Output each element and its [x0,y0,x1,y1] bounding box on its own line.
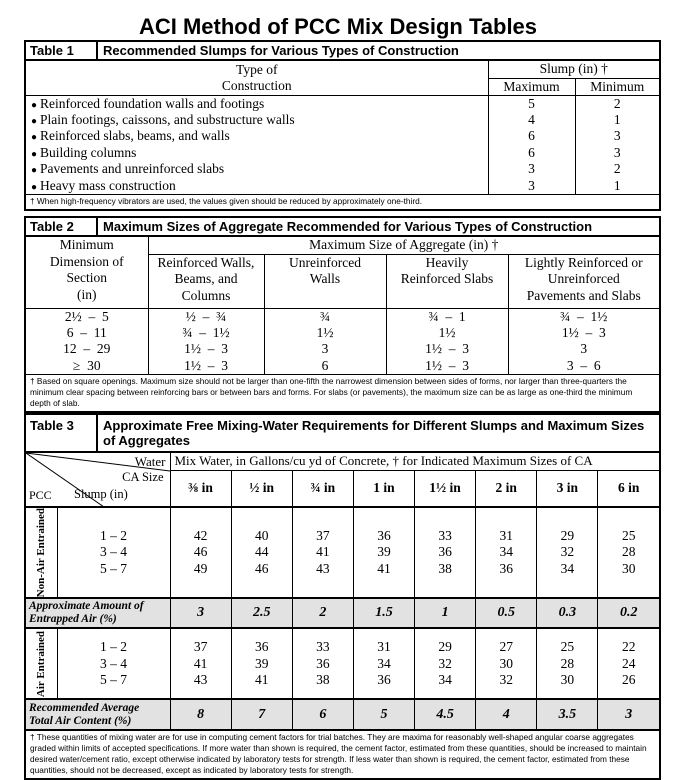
t1-row [26,145,659,162]
t3-air-col [170,628,231,699]
t2-row [26,358,659,375]
bullet-icon: ● [31,181,38,193]
t3-air-col [353,628,414,699]
t2-rw: ½ – ¾ [148,308,264,325]
t3-air-value: 41 [193,655,208,671]
t3-total-air-value: 4 [476,699,537,729]
t3-size-header: ¾ in [292,470,353,507]
t3-total-air-l1: Recommended Average [29,701,140,714]
table-3-caption: Approximate Free Mixing-Water Requirements for Different Slumps and Maximum Sizes of Aggregates [103,418,645,448]
t1-type: Reinforced slabs, beams, and walls [40,128,230,144]
t3-non-air-col [231,507,292,598]
t3-air-value: 36 [254,639,269,655]
t3-air-value: 26 [621,672,636,688]
t1-max: 6 [488,145,575,162]
table-2-label: Table 2 [26,218,98,235]
t3-non-air-col [598,507,659,598]
t3-non-air-value: 36 [438,544,452,560]
t3-entrapped-l2: Entrapped Air (%) [29,613,117,626]
t1-col-min: Minimum [575,78,659,95]
t3-non-air-value: 42 [193,527,208,543]
t1-row [26,112,659,129]
t3-corner-ca: CA Size [122,470,164,484]
bullet-icon: ● [31,99,38,111]
t2-col-reinforced-walls [148,254,264,308]
t2-sh0-l2: Beams, and [174,271,238,286]
t2-sh1-l2: Walls [309,271,341,286]
t3-corner-pcc: PCC [29,488,52,502]
t3-size-header: ½ in [231,470,292,507]
t3-non-air-value: 39 [377,544,391,560]
t2-uw: 6 [264,358,386,375]
t3-non-air-value: 38 [438,560,452,576]
t3-non-air-col [415,507,476,598]
t2-row [26,308,659,325]
t2-col-min-dim [26,237,148,308]
t1-col-type-1: Type of [236,61,278,77]
t2-dim: 2½ – 5 [64,308,109,324]
t3-air-value: 22 [621,639,636,655]
t1-type-cell [26,95,488,112]
t1-type: Reinforced foundation walls and footings [40,95,265,111]
t3-entrapped-value: 1 [415,598,476,628]
t2-sh3-l1: Lightly Reinforced or [524,254,643,270]
t3-total-air-value: 3 [598,699,659,729]
t1-max: 3 [488,178,575,195]
t2-row [26,325,659,342]
t3-size-header: 1 in [353,470,414,507]
table-2-header [26,218,659,237]
t3-air-col [415,628,476,699]
table-2-caption: Maximum Sizes of Aggregate Recommended for Various Types of Construction [103,219,593,234]
t3-air-slump-3: 5 – 7 [100,672,127,688]
t3-air-value: 32 [499,672,513,688]
t3-slump-1: 1 – 2 [100,527,127,543]
t3-air-col [476,628,537,699]
t3-total-air-l2: Total Air Content (%) [29,714,132,727]
t3-air-value: 32 [438,655,452,671]
t1-min: 1 [575,178,659,195]
t3-air-value: 24 [621,655,636,671]
t3-non-air-value: 36 [377,527,391,543]
t2-sh0-l3: Columns [181,287,231,303]
t3-air-value: 37 [193,639,208,655]
t2-uw: 3 [264,341,386,358]
t3-non-air-value: 32 [560,544,575,560]
table-2-footnote: † Based on square openings. Maximum size should not be larger than one-fifth the narrowest dimension between sides of forms, nor larger than three-quarters the minimum clear spacing between reinforcing bars or between bars and forms. For slabs (or pavements), the maximum size can be as large as one-third the minimum depth of slab. [26,374,659,411]
bullet-icon: ● [31,165,38,177]
t2-min-dim-l3: Section [66,270,107,285]
t2-hr: 1½ [386,325,508,342]
t2-sh1-l1: Unreinforced [289,254,361,270]
t3-air-value: 30 [499,655,513,671]
t3-non-air-value: 25 [621,527,636,543]
t3-total-air-value: 5 [353,699,414,729]
t1-min: 3 [575,145,659,162]
t3-size-header: 6 in [598,470,659,507]
t3-non-air-slumps [57,507,170,598]
t3-corner-water: Water [134,454,166,469]
t2-min-dim-l2: Dimension of [49,253,124,269]
t3-size-header: 1½ in [415,470,476,507]
t3-entrapped-value: 2.5 [231,598,292,628]
t1-row [26,178,659,195]
t3-entrapped-l1: Approximate Amount of [29,600,144,613]
t2-col-lightly-reinforced [508,254,659,308]
t3-non-air-label-cell [26,507,57,598]
t3-non-air-value: 40 [254,527,269,543]
t3-air-value: 38 [316,672,330,688]
t3-air-value: 28 [560,655,575,671]
t3-non-air-value: 41 [377,560,391,576]
t3-air-value: 30 [560,672,575,688]
t2-sh3-l3: Pavements and Slabs [526,287,641,303]
t2-sh2-l1: Heavily [425,254,469,270]
t3-size-header: 2 in [476,470,537,507]
t3-non-air-label: Non-Air Entrained [35,508,48,598]
table-1-grid [26,61,659,194]
t1-max: 4 [488,112,575,129]
t1-min: 3 [575,128,659,145]
t2-hr: ¾ – 1 [386,308,508,325]
t2-min-dim-l1: Minimum [59,237,114,252]
t1-type: Pavements and unreinforced slabs [40,161,225,177]
t2-row [26,341,659,358]
t1-row [26,161,659,178]
t3-entrapped-value: 2 [292,598,353,628]
t3-non-air-col [353,507,414,598]
table-3-grid [26,453,659,729]
t3-total-air-value: 8 [170,699,231,729]
t2-col-heavily-reinforced [386,254,508,308]
table-3 [24,413,661,780]
t3-entrapped-value: 1.5 [353,598,414,628]
t3-total-air-value: 4.5 [415,699,476,729]
t2-hr: 1½ – 3 [386,358,508,375]
t3-non-air-value: 34 [499,544,513,560]
t3-air-col [598,628,659,699]
table-1 [24,40,661,211]
t3-air-value: 34 [377,655,391,671]
t3-size-header: 3 in [537,470,598,507]
t1-type: Heavy mass construction [40,177,176,193]
t3-non-air-col [476,507,537,598]
t3-air-slumps [57,628,170,699]
table-1-footnote: † When high-frequency vibrators are used, the values given should be reduced by approximately one-third. [26,194,659,209]
t2-sh0-l1: Reinforced Walls, [157,254,255,270]
t2-col-unreinforced-walls [264,254,386,308]
t1-type-cell [26,161,488,178]
t1-type: Building columns [40,144,137,160]
t1-row [26,128,659,145]
t2-sh3-l2: Unreinforced [547,271,620,286]
t3-air-label-cell [26,628,57,699]
t3-non-air-value: 34 [560,560,575,576]
table-2-grid [26,237,659,374]
t3-total-air-value: 6 [292,699,353,729]
t3-air-value: 31 [377,639,391,655]
t2-rw: ¾ – 1½ [148,325,264,342]
table-1-header [26,42,659,61]
t3-air-value: 36 [316,655,330,671]
t3-non-air-value: 29 [560,527,575,543]
t2-lr: 1½ – 3 [508,325,659,342]
t3-air-value: 34 [438,672,452,688]
t3-non-air-col [537,507,598,598]
bullet-icon: ● [31,148,38,160]
t1-max: 3 [488,161,575,178]
t3-slump-3: 5 – 7 [100,560,127,576]
t3-slump-2: 3 – 4 [100,544,127,560]
t3-air-value: 41 [254,672,269,688]
t1-max: 5 [488,95,575,112]
table-3-footnote: † These quantities of mixing water are for use in computing cement factors for trial batches. They are maxima for reasonably well-shaped angular coarse aggregates graded within limits of accepted specifications. If more water than shown is required, the cement factor, estimated from these quantities, should be increased to maintain desired water/cement ratio, except otherwise indicated by laboratory tests for strength. If less water than shown is required, the cement factor, estimated from these quantities, should not be decreased, except as indicated by laboratory tests for strength. [26,729,659,778]
t3-entrapped-value: 0.5 [476,598,537,628]
t3-non-air-value: 36 [499,560,513,576]
t3-air-value: 33 [316,639,330,655]
t2-lr: ¾ – 1½ [508,308,659,325]
t3-total-air-value: 3.5 [537,699,598,729]
t3-corner-slump: Slump (in) [74,487,128,501]
t2-lr: 3 [508,341,659,358]
t2-rw: 1½ – 3 [148,341,264,358]
t3-air-value: 29 [438,639,452,655]
t3-corner-cell [26,453,170,507]
t2-min-dim-l4: (in) [77,286,97,302]
t3-air-col [231,628,292,699]
t3-total-air-label [26,699,170,729]
t1-type-cell [26,112,488,129]
t1-min: 1 [575,112,659,129]
t3-non-air-value: 28 [621,544,636,560]
t3-non-air-value: 44 [254,544,269,560]
bullet-icon: ● [31,115,38,127]
t2-lr: 3 – 6 [508,358,659,375]
t3-mix-header: Mix Water, in Gallons/cu yd of Concrete, † for Indicated Maximum Sizes of CA [170,453,659,470]
t3-entrapped-value: 0.2 [598,598,659,628]
t1-max: 6 [488,128,575,145]
t3-air-value: 27 [499,639,513,655]
t3-non-air-value: 31 [499,527,513,543]
t3-air-label: Air Entrained [35,630,48,697]
t3-total-air-value: 7 [231,699,292,729]
t3-entrapped-value: 3 [170,598,231,628]
t2-dim: ≥ 30 [72,357,101,373]
t3-non-air-col [170,507,231,598]
t2-col-max-size: Maximum Size of Aggregate (in) † [148,237,659,254]
table-3-label: Table 3 [26,415,98,451]
bullet-icon: ● [31,132,38,144]
table-2 [24,216,661,413]
t2-sh2-l2: Reinforced Slabs [400,271,494,286]
t3-air-col [537,628,598,699]
t1-min: 2 [575,161,659,178]
t1-min: 2 [575,95,659,112]
t3-air-value: 39 [254,655,269,671]
t1-type-cell [26,145,488,162]
t2-hr: 1½ – 3 [386,341,508,358]
t3-non-air-value: 41 [316,544,330,560]
t3-air-value: 43 [193,672,208,688]
t1-col-max: Maximum [488,78,575,95]
t3-non-air-col [292,507,353,598]
t2-dim: 6 – 11 [66,324,107,340]
t1-type: Plain footings, caissons, and substructure walls [40,111,295,127]
t3-non-air-value: 46 [193,544,208,560]
t3-air-value: 36 [377,672,391,688]
t3-non-air-value: 33 [438,527,452,543]
t3-size-header: ⅜ in [170,470,231,507]
t3-air-slump-2: 3 – 4 [100,655,127,671]
t3-non-air-value: 46 [254,560,269,576]
table-1-caption: Recommended Slumps for Various Types of Construction [103,43,459,58]
t1-col-slump: Slump (in) † [488,61,659,78]
t3-air-slump-1: 1 – 2 [100,639,127,655]
t1-type-cell [26,178,488,195]
t3-air-col [292,628,353,699]
t3-entrapped-value: 0.3 [537,598,598,628]
t3-non-air-value: 43 [316,560,330,576]
t1-col-type-2: Construction [221,78,292,94]
t2-uw: 1½ [264,325,386,342]
t1-row [26,95,659,112]
t2-uw: ¾ [264,308,386,325]
t2-dim: 12 – 29 [63,341,111,357]
t3-non-air-value: 49 [193,560,208,576]
t3-entrapped-label [26,598,170,628]
t3-non-air-value: 30 [621,560,636,576]
table-1-label: Table 1 [26,42,98,59]
t2-rw: 1½ – 3 [148,358,264,375]
page-title: ACI Method of PCC Mix Design Tables [138,14,538,39]
t3-air-value: 25 [560,639,575,655]
t1-type-cell [26,128,488,145]
table-3-header [26,415,659,453]
t3-non-air-value: 37 [316,527,330,543]
